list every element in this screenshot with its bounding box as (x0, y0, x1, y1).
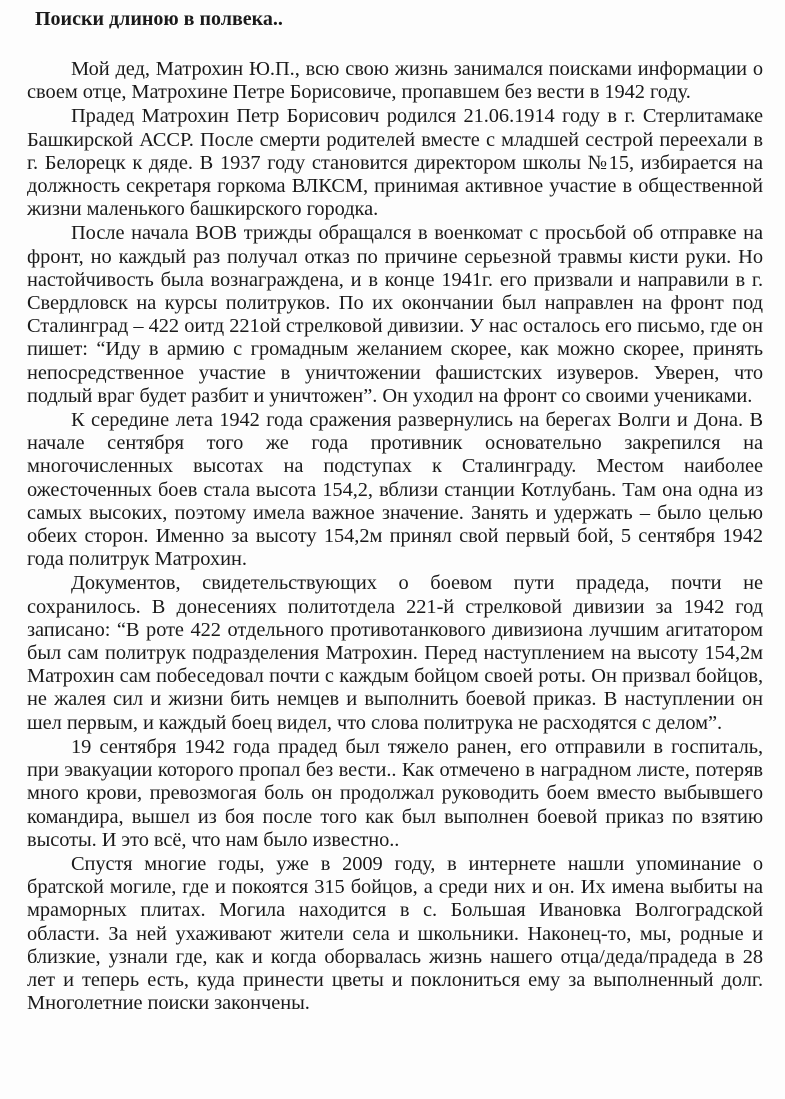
paragraph-grandfather-search: Мой дед, Матрохин Ю.П., всю свою жизнь занимался поисками информации о своем отце, Матрохине Петре Борисовиче, пропавшем без вести в 1942 году. (27, 58, 763, 104)
paragraph-documents: Документов, свидетельствующих о боевом пути прадеда, почти не сохранилось. В донесениях политотдела 221-й стрелковой дивизии за 1942 год записано: “В роте 422 отдельного противотанкового дивизиона лучшим агитатором был сам политрук подразделения Матрохин. Перед наступлением на высоту 154,2м Матрохин сам побеседовал почти с каждым бойцом своей роты. Он призвал бойцов, не жалея сил и жизни бить немцев и выполнить боевой приказ. В наступлении он шел первым, и каждый боец видел, что слова политрука не расходятся с делом”. (27, 572, 763, 734)
paragraph-missing: 19 сентября 1942 года прадед был тяжело ранен, его отправили в госпиталь, при эвакуации которого пропал без вести.. Как отмечено в наградном листе, потеряв много крови, превозмогая боль он продолжал руководить боем вместо выбывшего командира, вышел из боя после того как был выполнен боевой приказ по взятию высоты. И это всё, что нам было известно.. (27, 735, 763, 851)
paragraph-biography: Прадед Матрохин Петр Борисович родился 21.06.1914 году в г. Стерлитамаке Башкирской АССР. После смерти родителей вместе с младшей сестрой переехали в г. Белорецк к дяде. В 1937 году становится директором школы №15, избирается на должность секретаря горкома ВЛКСМ, принимая активное участие в общественной жизни маленького башкирского городка. (27, 105, 763, 221)
paragraph-going-to-front: После начала ВОВ трижды обращался в военкомат с просьбой об отправке на фронт, но каждый раз получал отказ по причине серьезной травмы кисти руки. Но настойчивость была вознаграждена, и в конце 1941г. его призвали и направили в г. Свердловск на курсы политруков. По их окончании был направлен на фронт под Сталинград – 422 оитд 221ой стрелковой дивизии. У нас осталось его письмо, где он пишет: “Иду в армию с громадным желанием скорее, как можно скорее, принять непосредственное участие в уничтожении фашистских изуверов. Уверен, что подлый враг будет разбит и уничтожен”. Он уходил на фронт со своими учениками. (27, 222, 763, 407)
paragraph-mass-grave: Спустя многие годы, уже в 2009 году, в интернете нашли упоминание о братской могиле, где и покоятся 315 бойцов, а среди них и он. Их имена выбиты на мраморных плитах. Могила находится в с. Большая Ивановка Волгоградской области. За ней ухаживают жители села и школьники. Наконец-то, мы, родные и близкие, узнали где, как и когда оборвалась жизнь нашего отца/деда/прадеда в 28 лет и теперь есть, куда принести цветы и поклониться ему за выполненный долг. Многолетние поиски закончены. (27, 852, 763, 1015)
document-title: Поиски длиною в полвека.. (35, 8, 283, 30)
paragraph-stalingrad-battles: К середине лета 1942 года сражения развернулись на берегах Волги и Дона. В начале сентября того же года противник основательно закрепился на многочисленных высотах на подступах к Сталинграду. Местом наиболее ожесточенных боев стала высота 154,2, вблизи станции Котлубань. Там она одна из самых высоких, поэтому имела важное значение. Занять и удержать – было целью обеих сторон. Именно за высоту 154,2м принял свой первый бой, 5 сентября 1942 года политрук Матрохин. (27, 409, 763, 571)
